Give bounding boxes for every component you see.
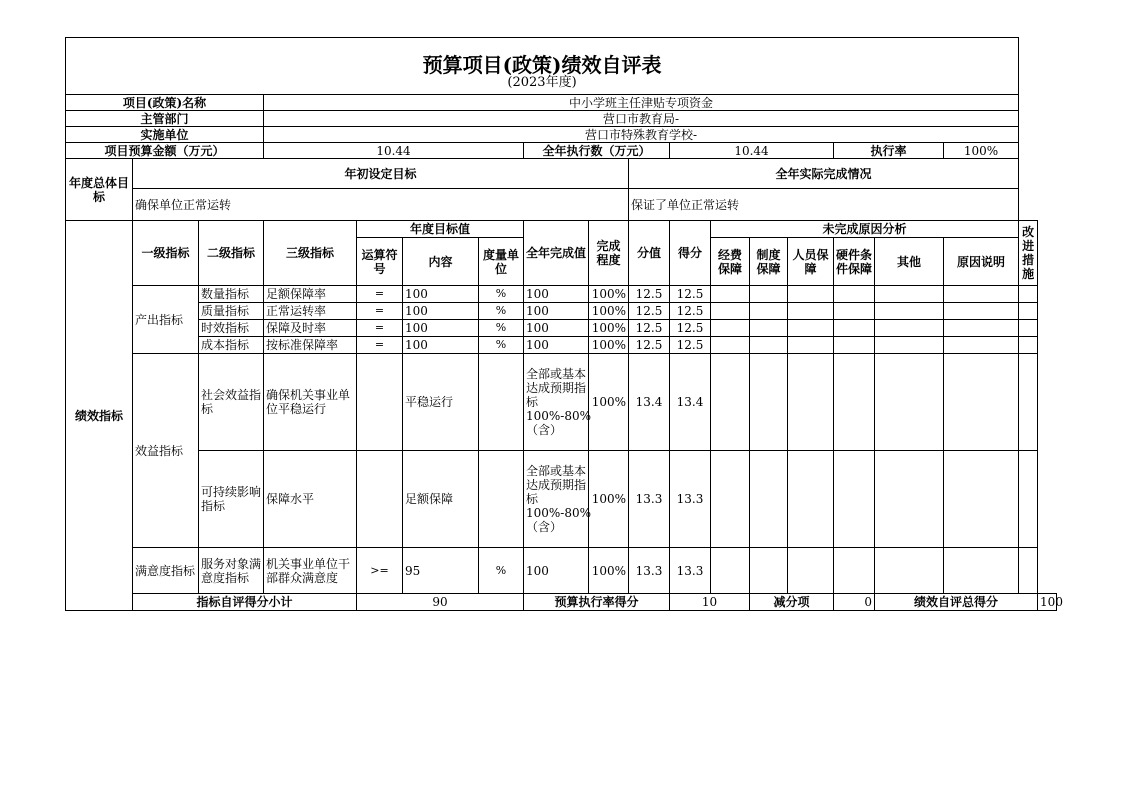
subtotal-label: 指标自评得分小计: [133, 594, 357, 611]
row-hardware: [834, 451, 875, 548]
hardware-header: 硬件条件保障: [834, 238, 875, 286]
project-name-value: 中小学班主任津贴专项资金: [264, 95, 1019, 111]
table-row: [66, 320, 1057, 337]
table-row: [66, 337, 1057, 354]
row-other: [875, 548, 944, 594]
plan-goal-text: 确保单位正常运转: [133, 189, 629, 221]
op-header: 运算符号: [357, 238, 403, 286]
row-op: =: [357, 337, 403, 354]
table-row: [66, 451, 1057, 548]
row-degree: 100%: [589, 286, 629, 303]
row-score: 13.4: [670, 354, 711, 451]
dept-label: 主管部门: [66, 111, 264, 127]
row-degree: 100%: [589, 320, 629, 337]
row-op: [357, 451, 403, 548]
row-system: [750, 451, 788, 548]
row-weight: 13.3: [629, 548, 670, 594]
exec-label: 全年执行数（万元）: [524, 143, 670, 159]
performance-table: [65, 37, 1063, 611]
unit-header: 度量单位: [479, 238, 524, 286]
row-unit: %: [479, 548, 524, 594]
budget-score-value: 10: [670, 594, 750, 611]
group-benefit: 效益指标: [133, 354, 199, 548]
row-content: 100: [403, 303, 479, 320]
deduct-value: 0: [834, 594, 875, 611]
row-level3: 确保机关事业单位平稳运行: [264, 354, 357, 451]
row-level3: 机关事业单位干部群众满意度: [264, 548, 357, 594]
row-score: 12.5: [670, 303, 711, 320]
row-unit: %: [479, 320, 524, 337]
row-staff: [788, 337, 834, 354]
row-other: [875, 354, 944, 451]
group-output: 产出指标: [133, 286, 199, 354]
row-degree: 100%: [589, 451, 629, 548]
table-row: [66, 354, 1057, 451]
row-done: 100: [524, 286, 589, 303]
project-name-label: 项目(政策)名称: [66, 95, 264, 111]
row-other: [875, 337, 944, 354]
actual-goal-header: 全年实际完成情况: [629, 159, 1019, 189]
row-content: 平稳运行: [403, 354, 479, 451]
row-explain: [944, 451, 1019, 548]
dept-value: 营口市教育局-: [264, 111, 1019, 127]
total-value: 100: [1038, 594, 1057, 611]
row-score: 13.3: [670, 548, 711, 594]
row-improve: [1019, 320, 1038, 337]
budget-score-label: 预算执行率得分: [524, 594, 670, 611]
row-improve: [1019, 548, 1038, 594]
degree-header: 完成程度: [589, 221, 629, 286]
rate-label: 执行率: [834, 143, 944, 159]
budget-value: 10.44: [264, 143, 524, 159]
row-score: 12.5: [670, 286, 711, 303]
row-unit: [479, 354, 524, 451]
row-staff: [788, 303, 834, 320]
score-header: 得分: [670, 221, 711, 286]
row-unit: %: [479, 337, 524, 354]
row-done: 100: [524, 548, 589, 594]
row-degree: 100%: [589, 303, 629, 320]
row-unit: [479, 451, 524, 548]
budget-label: 项目预算金额（万元）: [66, 143, 264, 159]
row-other: [875, 451, 944, 548]
row-improve: [1019, 354, 1038, 451]
row-score: 12.5: [670, 320, 711, 337]
row-hardware: [834, 548, 875, 594]
row-system: [750, 303, 788, 320]
row-system: [750, 320, 788, 337]
row-staff: [788, 354, 834, 451]
unit-label: 实施单位: [66, 127, 264, 143]
row-improve: [1019, 303, 1038, 320]
row-done: 全部或基本达成预期指标100%-80%（含）: [524, 354, 589, 451]
row-funding: [711, 320, 750, 337]
actual-goal-text: 保证了单位正常运转: [629, 189, 1019, 221]
plan-goal-header: 年初设定目标: [133, 159, 629, 189]
row-content: 100: [403, 286, 479, 303]
row-system: [750, 548, 788, 594]
row-level2: 成本指标: [199, 337, 264, 354]
row-other: [875, 320, 944, 337]
subtotal-value: 90: [357, 594, 524, 611]
explain-header: 原因说明: [944, 238, 1019, 286]
exec-value: 10.44: [670, 143, 834, 159]
row-level3: 正常运转率: [264, 303, 357, 320]
row-explain: [944, 303, 1019, 320]
row-other: [875, 303, 944, 320]
target-group-header: 年度目标值: [357, 221, 524, 238]
row-op: =: [357, 286, 403, 303]
row-staff: [788, 320, 834, 337]
row-degree: 100%: [589, 337, 629, 354]
row-done: 全部或基本达成预期指标100%-80%（含）: [524, 451, 589, 548]
row-score: 12.5: [670, 337, 711, 354]
row-weight: 12.5: [629, 337, 670, 354]
row-system: [750, 337, 788, 354]
row-improve: [1019, 286, 1038, 303]
row-level2: 数量指标: [199, 286, 264, 303]
row-done: 100: [524, 337, 589, 354]
row-op: =: [357, 303, 403, 320]
row-funding: [711, 548, 750, 594]
row-improve: [1019, 451, 1038, 548]
level2-header: 二级指标: [199, 221, 264, 286]
other-header: 其他: [875, 238, 944, 286]
row-other: [875, 286, 944, 303]
row-weight: 13.3: [629, 451, 670, 548]
row-op: [357, 354, 403, 451]
row-funding: [711, 286, 750, 303]
system-header: 制度保障: [750, 238, 788, 286]
improve-header: 改进措施: [1019, 221, 1038, 286]
reason-group-header: 未完成原因分析: [711, 221, 1019, 238]
row-score: 13.3: [670, 451, 711, 548]
row-hardware: [834, 337, 875, 354]
row-weight: 12.5: [629, 303, 670, 320]
funding-header: 经费保障: [711, 238, 750, 286]
rate-value: 100%: [944, 143, 1019, 159]
row-hardware: [834, 286, 875, 303]
row-level2: 时效指标: [199, 320, 264, 337]
row-content: 100: [403, 320, 479, 337]
row-weight: 12.5: [629, 320, 670, 337]
row-level3: 保障水平: [264, 451, 357, 548]
row-level3: 保障及时率: [264, 320, 357, 337]
row-content: 足额保障: [403, 451, 479, 548]
row-done: 100: [524, 320, 589, 337]
row-op: =: [357, 320, 403, 337]
row-explain: [944, 286, 1019, 303]
row-weight: 13.4: [629, 354, 670, 451]
table-row: [66, 548, 1057, 594]
row-hardware: [834, 320, 875, 337]
row-unit: %: [479, 303, 524, 320]
table-row: [66, 286, 1057, 303]
level1-header: 一级指标: [133, 221, 199, 286]
row-level3: 按标准保障率: [264, 337, 357, 354]
level3-header: 三级指标: [264, 221, 357, 286]
row-system: [750, 286, 788, 303]
annual-goal-label: 年度总体目标: [66, 159, 133, 221]
row-staff: [788, 286, 834, 303]
row-explain: [944, 337, 1019, 354]
row-system: [750, 354, 788, 451]
row-funding: [711, 337, 750, 354]
row-unit: %: [479, 286, 524, 303]
row-explain: [944, 320, 1019, 337]
total-label: 绩效自评总得分: [875, 594, 1038, 611]
row-funding: [711, 451, 750, 548]
row-done: 100: [524, 303, 589, 320]
weight-header: 分值: [629, 221, 670, 286]
deduct-label: 减分项: [750, 594, 834, 611]
group-satisfaction: 满意度指标: [133, 548, 199, 594]
completed-header: 全年完成值: [524, 221, 589, 286]
staff-header: 人员保障: [788, 238, 834, 286]
row-level2: 服务对象满意度指标: [199, 548, 264, 594]
row-hardware: [834, 303, 875, 320]
content-header: 内容: [403, 238, 479, 286]
row-explain: [944, 354, 1019, 451]
row-op: >=: [357, 548, 403, 594]
table-row: [66, 303, 1057, 320]
row-hardware: [834, 354, 875, 451]
row-level2: 社会效益指标: [199, 354, 264, 451]
page-title: 预算项目(政策)绩效自评表: [66, 38, 1019, 73]
row-improve: [1019, 337, 1038, 354]
row-level2: 可持续影响指标: [199, 451, 264, 548]
row-staff: [788, 451, 834, 548]
row-level3: 足额保障率: [264, 286, 357, 303]
row-level2: 质量指标: [199, 303, 264, 320]
row-content: 100: [403, 337, 479, 354]
year-label: (2023年度): [66, 72, 1019, 95]
row-weight: 12.5: [629, 286, 670, 303]
unit-value: 营口市特殊教育学校-: [264, 127, 1019, 143]
row-funding: [711, 354, 750, 451]
row-staff: [788, 548, 834, 594]
row-degree: 100%: [589, 548, 629, 594]
row-content: 95: [403, 548, 479, 594]
row-explain: [944, 548, 1019, 594]
performance-section-label: 绩效指标: [66, 221, 133, 611]
row-funding: [711, 303, 750, 320]
row-degree: 100%: [589, 354, 629, 451]
